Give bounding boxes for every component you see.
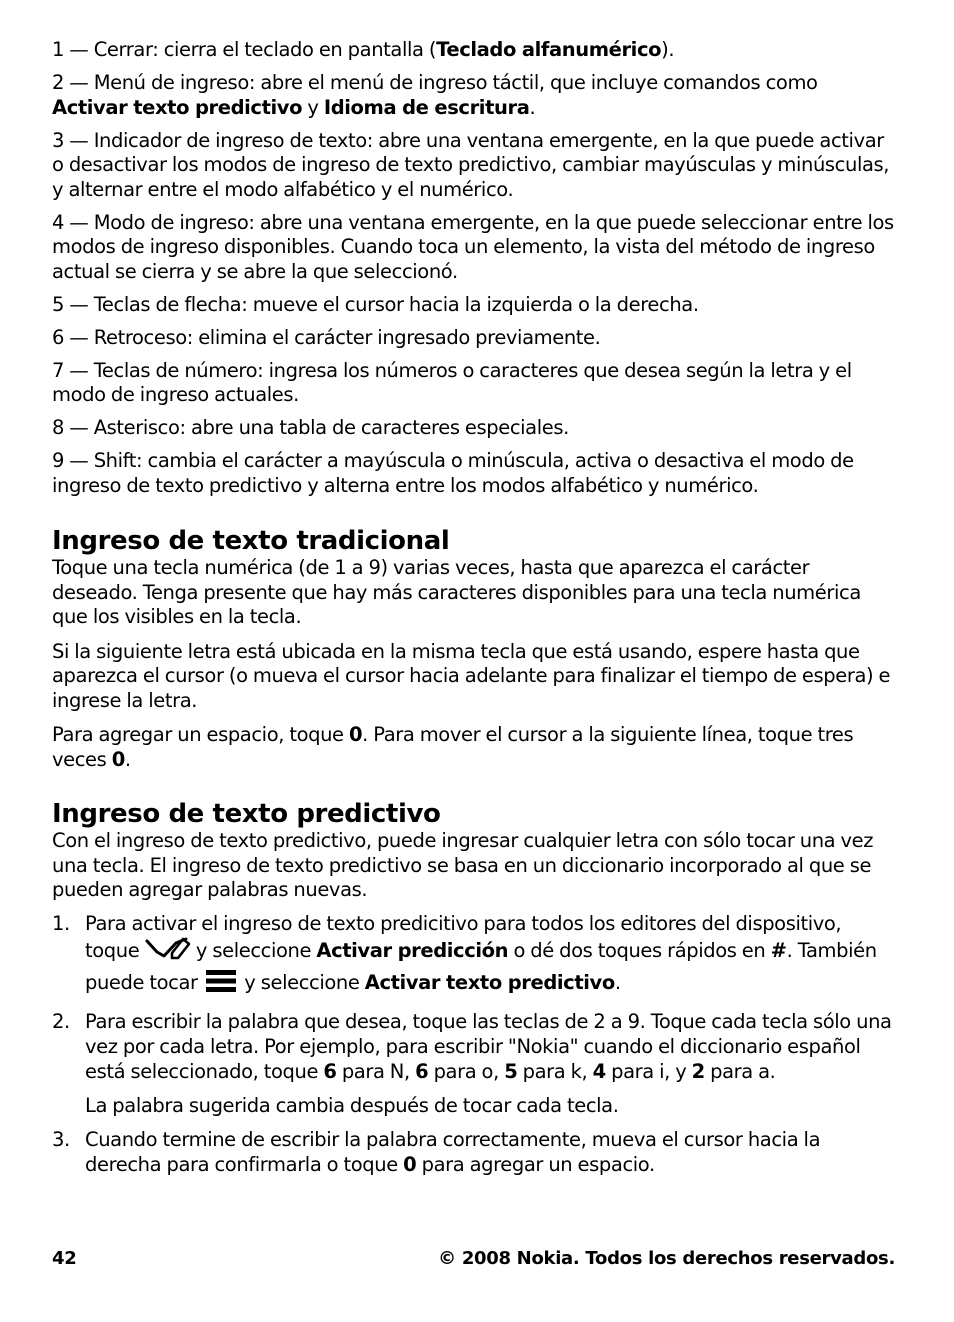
copyright-notice: © 2008 Nokia. Todos los derechos reservados. — [438, 1248, 895, 1269]
list-item: 7 — Teclas de número: ingresa los números o caracteres que desea según la letra y el modo de ingreso actuales. — [52, 358, 852, 406]
list-item: 2 — Menú de ingreso: abre el menú de ingreso táctil, que incluye comandos como Activar texto predictivo y Idioma de escritura. — [52, 71, 818, 119]
section-heading-traditional: Ingreso de texto tradicional — [52, 526, 450, 556]
step-3: 3. Cuando termine de escribir la palabra correctamente, mueva el cursor hacia la derecha para confirmarla o toque 0 para agregar un espacio. — [52, 1127, 821, 1176]
list-item: 4 — Modo de ingreso: abre una ventana emergente, en la que puede seleccionar entre los modos de ingreso disponibles. Cuando toca un elemento, la vista del método de ingreso actual se cierra y se abre la que seleccionó. — [52, 210, 894, 283]
numbered-steps — [52, 911, 898, 1177]
paragraph: Para agregar un espacio, toque 0. Para mover el cursor a la siguiente línea, toque tres veces 0. — [52, 723, 854, 771]
section-heading-predictive: Ingreso de texto predictivo — [52, 799, 441, 829]
list-item: 8 — Asterisco: abre una tabla de caracteres especiales. — [52, 416, 569, 439]
list-item: 3 — Indicador de ingreso de texto: abre una ventana emergente, en la que puede activar o desactivar los modos de ingreso de texto predictivo, cambiar mayúsculas y minúsculas, y alternar entre el modo alfabético y el numérico. — [52, 128, 890, 201]
paragraph: Si la siguiente letra está ubicada en la misma tecla que está usando, espere hasta que aparezca el cursor (o mueva el cursor hacia adelante para finalizar el tiempo de espera) e ingrese la letra. — [52, 639, 891, 712]
step-number: 2. — [52, 1009, 70, 1033]
menu-lines-icon — [203, 968, 239, 1000]
list-item: 5 — Teclas de flecha: mueve el cursor hacia la izquierda o la derecha. — [52, 292, 699, 316]
pen-write-icon — [145, 936, 191, 968]
paragraph: Toque una tecla numérica (de 1 a 9) varias veces, hasta que aparezca el carácter deseado. Tenga presente que hay más caracteres disponibles para una tecla numérica que los visibles en la tecla. — [52, 556, 861, 628]
page-content — [52, 38, 898, 1186]
step-2: 2. Para escribir la palabra que desea, toque las teclas de 2 a 9. Toque cada tecla sólo una vez por cada letra. Por ejemplo, para escribir "Nokia" cuando el diccionario español está seleccionado, toque 6 para N, 6 para o, 5 para k, 4 para i, y 2 para a. La palabra sugerida cambia después de tocar cada tecla. — [52, 1009, 898, 1118]
step-number: 1. — [52, 911, 70, 935]
step-1: 1. Para activar el ingreso de texto predicitivo para todos los editores del dispositivo, toque y seleccione Activar predicción o dé dos toques rápidos en #. También puede tocar y seleccione Activar texto predictivo. — [52, 911, 898, 1000]
paragraph: Con el ingreso de texto predictivo, puede ingresar cualquier letra con sólo tocar una vez una tecla. El ingreso de texto predictivo se basa en un diccionario incorporado al que se pueden agregar palabras nuevas. — [52, 829, 874, 901]
step-number: 3. — [52, 1127, 70, 1151]
list-item: 6 — Retroceso: elimina el carácter ingresado previamente. — [52, 325, 601, 349]
list-item: 9 — Shift: cambia el carácter a mayúscula o minúscula, activa o desactiva el modo de ingreso de texto predictivo y alterna entre los modos alfabético y numérico. — [52, 449, 854, 497]
step-note: La palabra sugerida cambia después de tocar cada tecla. — [85, 1093, 619, 1117]
page-number: 42 — [52, 1248, 77, 1269]
list-item: 1 — Cerrar: cierra el teclado en pantalla (Teclado alfanumérico). — [52, 38, 675, 61]
